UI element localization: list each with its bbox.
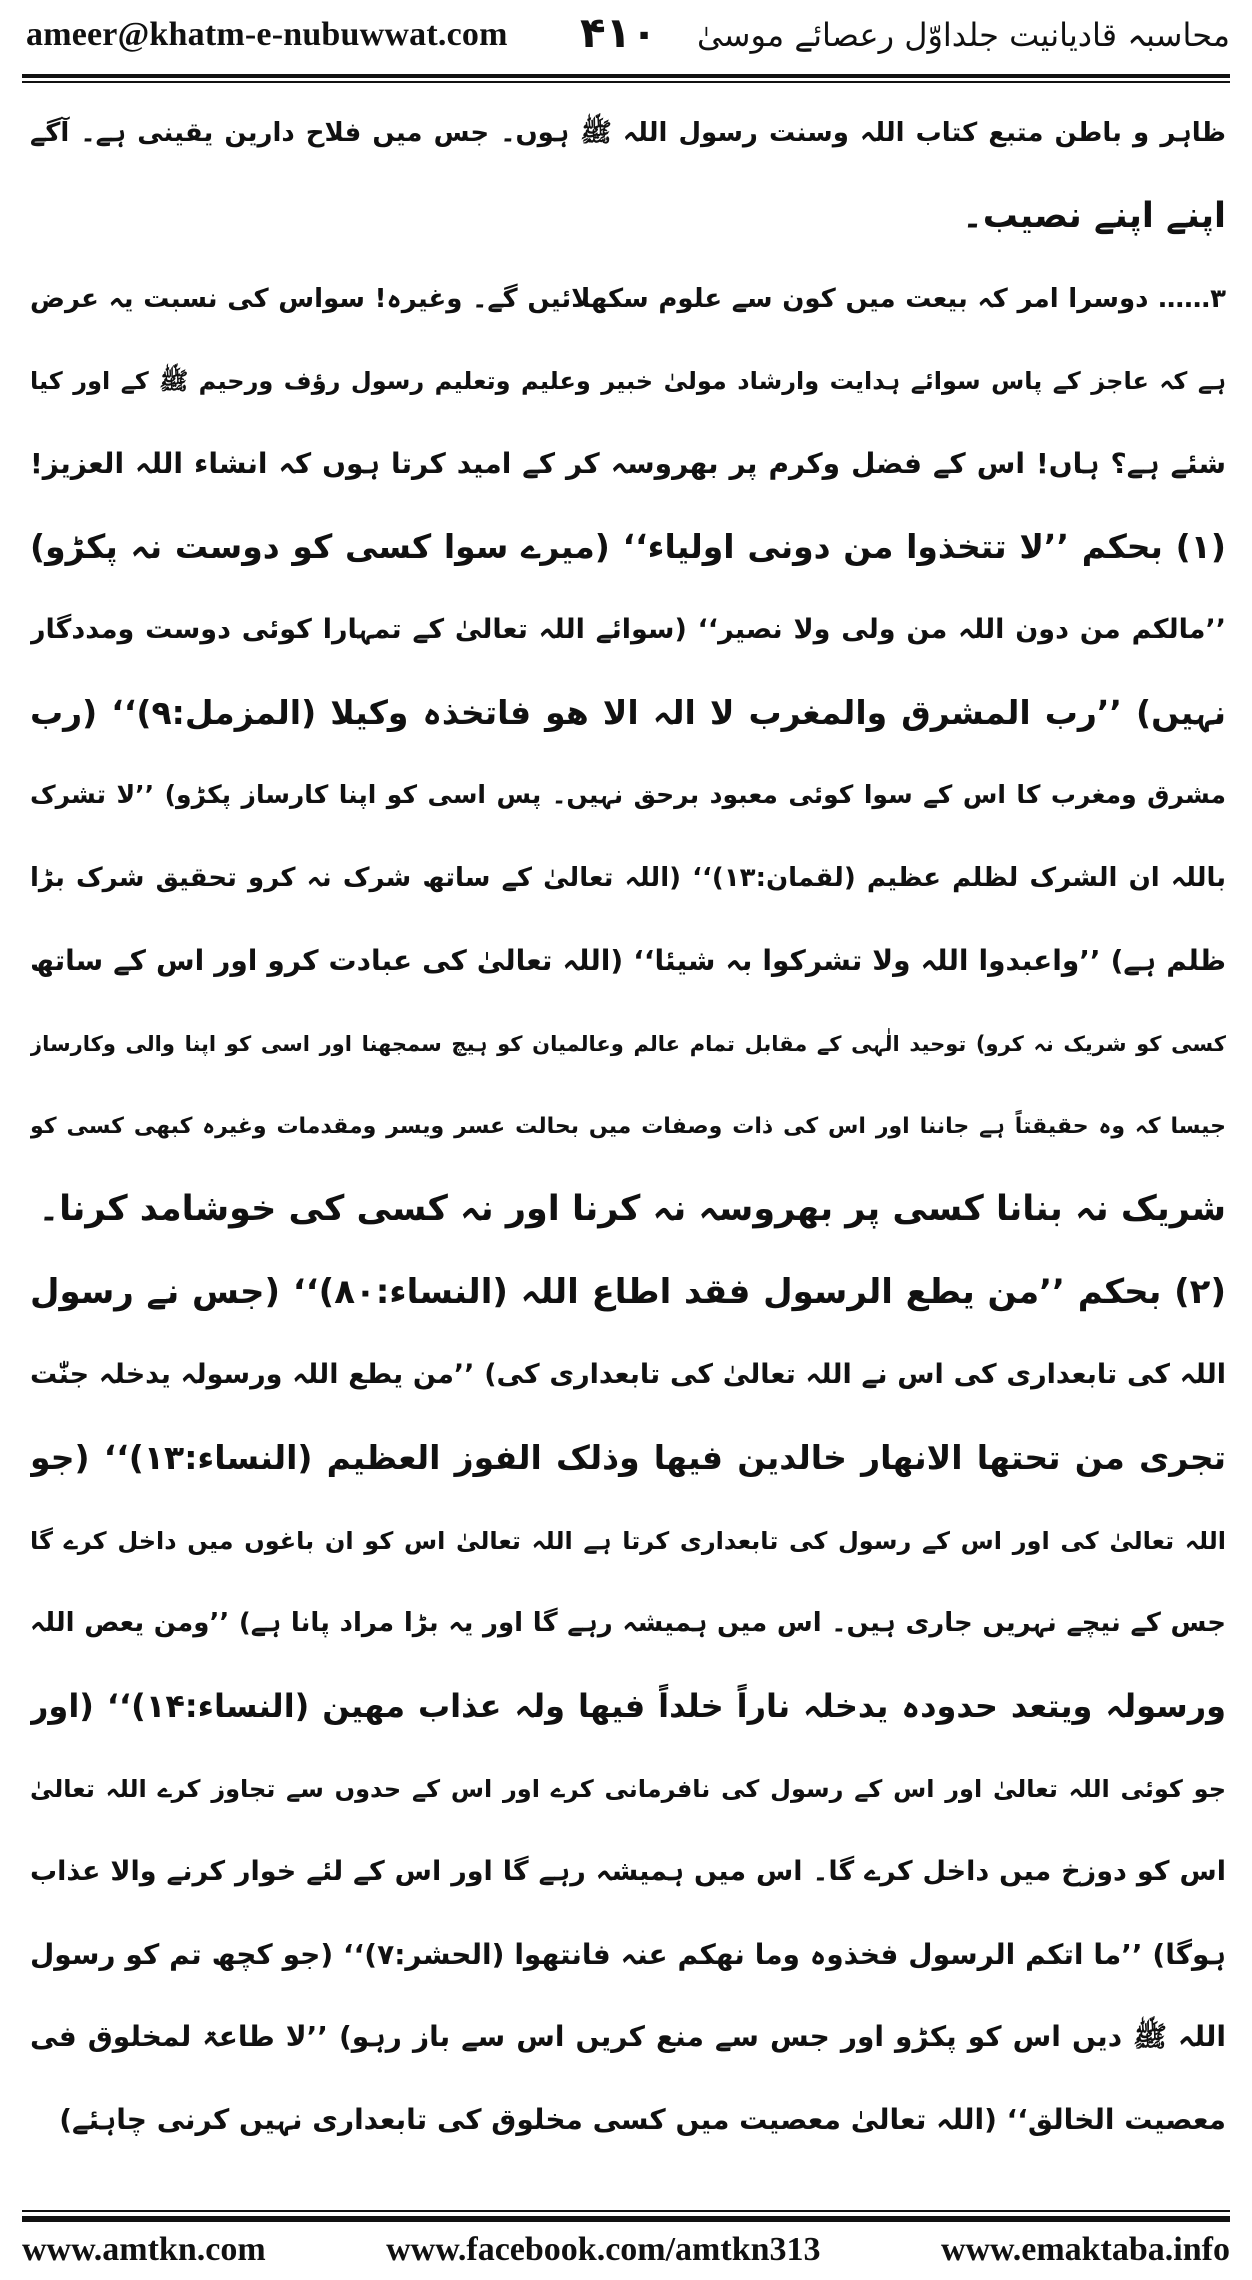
body-line: ۳…… دوسرا امر کہ بیعت میں کون سے علوم سکھلائیں گے۔ وغیرہ! سواس کی نسبت یہ عرض: [30, 283, 1226, 314]
header-rule-thin: [22, 81, 1230, 83]
body-line: نہیں) ’’رب المشرق والمغرب لا الہ الا ھو فاتخذہ وکیلا (المزمل:۹)‘‘ (رب: [30, 692, 1226, 732]
body-line: شریک نہ بنانا کسی پر بھروسہ نہ کرنا اور نہ کسی کی خوشامد کرنا۔: [38, 1189, 1226, 1230]
footer-link-facebook[interactable]: www.facebook.com/amtkn313: [386, 2231, 821, 2268]
header-email: ameer@khatm-e-nubuwwat.com: [26, 16, 508, 53]
body-line: اللہ تعالیٰ کی اور اس کے رسول کی تابعداری کرتا ہے اللہ تعالیٰ اس کو ان باغوں میں داخل کرے گا: [30, 1526, 1226, 1555]
body-line: کسی کو شریک نہ کرو) توحید الٰہی کے مقابل تمام عالم وعالمیان کو ہیچ سمجھنا اور اسی کو اپنا والی وکارساز: [30, 1031, 1226, 1056]
body-line: باللہ ان الشرک لظلم عظیم (لقمان:۱۳)‘‘ (اللہ تعالیٰ کے ساتھ شرک نہ کرو تحقیق شرک بڑا: [30, 863, 1226, 894]
body-line: ظلم ہے) ’’واعبدوا اللہ ولا تشرکوا بہ شیئا‘‘ (اللہ تعالیٰ کی عبادت کرو اور اس کے ساتھ: [30, 944, 1226, 977]
body-line: شئے ہے؟ ہاں! اس کے فضل وکرم پر بھروسہ کر کے امید کرتا ہوں کہ انشاء اللہ العزیز!: [30, 447, 1226, 481]
header-rule: [22, 74, 1230, 78]
body-line: جس کے نیچے نہریں جاری ہیں۔ اس میں ہمیشہ رہے گا اور یہ بڑا مراد پانا ہے) ’’ومن یعص اللہ: [30, 1608, 1226, 1639]
body-line: جیسا کہ وہ حقیقتاً ہے جاننا اور اس کی ذات وصفات میں بحالت عسر ویسر ومقدمات وغیرہ کبھی کسی کو: [30, 1113, 1226, 1139]
page-footer: [22, 2226, 1230, 2274]
body-line: ظاہر و باطن متبع کتاب اللہ وسنت رسول اللہ ﷺ ہوں۔ جس میں فلاح دارین یقینی ہے۔ آگے: [30, 118, 1226, 148]
body-line: اللہ کی تابعداری کی اس نے اللہ تعالیٰ کی تابعداری کی) ’’من یطع اللہ ورسولہ یدخلہ جنّٰت: [30, 1359, 1226, 1390]
body-line: تجری من تحتھا الانھار خالدین فیھا وذلک الفوز العظیم (النساء:۱۳)‘‘ (جو: [30, 1437, 1226, 1477]
body-line: (۱) بحکم ’’لا تتخذوا من دونی اولیاء‘‘ (میرے سوا کسی کو دوست نہ پکڑو): [30, 527, 1226, 566]
page-header: [0, 0, 1252, 86]
body-line: ہے کہ عاجز کے پاس سوائے ہدایت وارشاد مولیٰ خبیر وعلیم وتعلیم رسول رؤف ورحیم ﷺ کے اور کیا: [30, 367, 1226, 396]
body-line: (۲) بحکم ’’من یطع الرسول فقد اطاع اللہ (النساء:۸۰)‘‘ (جس نے رسول: [30, 1272, 1226, 1313]
footer-link-emaktaba[interactable]: www.emaktaba.info: [940, 2231, 1230, 2268]
body-line: اس کو دوزخ میں داخل کرے گا۔ اس میں ہمیشہ رہے گا اور اس کے لئے خوار کرنے والا عذاب: [30, 1855, 1226, 1887]
body-line: معصیت الخالق‘‘ (اللہ تعالیٰ معصیت میں کسی مخلوق کی تابعداری نہیں کرنی چاہئے): [59, 2103, 1226, 2137]
footer-rule-thin: [22, 2210, 1230, 2212]
body-line: جو کوئی اللہ تعالیٰ اور اس کے رسول کی نافرمانی کرے اور اس کے حدوں سے تجاوز کرے اللہ تعالیٰ: [30, 1775, 1226, 1803]
body-line: اللہ ﷺ دیں اس کو پکڑو اور جس سے منع کریں اس سے باز رہو) ’’لا طاعۃ لمخلوق فی: [30, 2020, 1226, 2054]
body-line: ورسولہ ویتعد حدودہ یدخلہ ناراً خلداً فیھا ولہ عذاب مھین (النساء:۱۴)‘‘ (اور: [30, 1687, 1226, 1726]
page-body: [30, 92, 1226, 2162]
footer-link-amtkn[interactable]: www.amtkn.com: [22, 2231, 266, 2268]
page-number: ۴۱۰: [580, 8, 657, 57]
footer-rule: [22, 2216, 1230, 2222]
body-line: اپنے اپنے نصیب۔: [962, 195, 1226, 236]
body-line: مشرق ومغرب کا اس کے سوا کوئی معبود برحق نہیں۔ پس اسی کو اپنا کارساز پکڑو) ’’لا تشرک: [30, 780, 1226, 810]
body-line: ’’مالکم من دون اللہ من ولی ولا نصیر‘‘ (سوائے اللہ تعالیٰ کے تمہارا کوئی دوست ومددگار: [30, 613, 1226, 645]
body-line: ہوگا) ’’ما اتکم الرسول فخذوہ وما نھکم عنہ فانتھوا (الحشر:۷)‘‘ (جو کچھ تم کو رسول: [30, 1937, 1226, 1971]
book-title: محاسبہ قادیانیت جلداوّل رعصائے موسیٰ: [696, 16, 1230, 54]
